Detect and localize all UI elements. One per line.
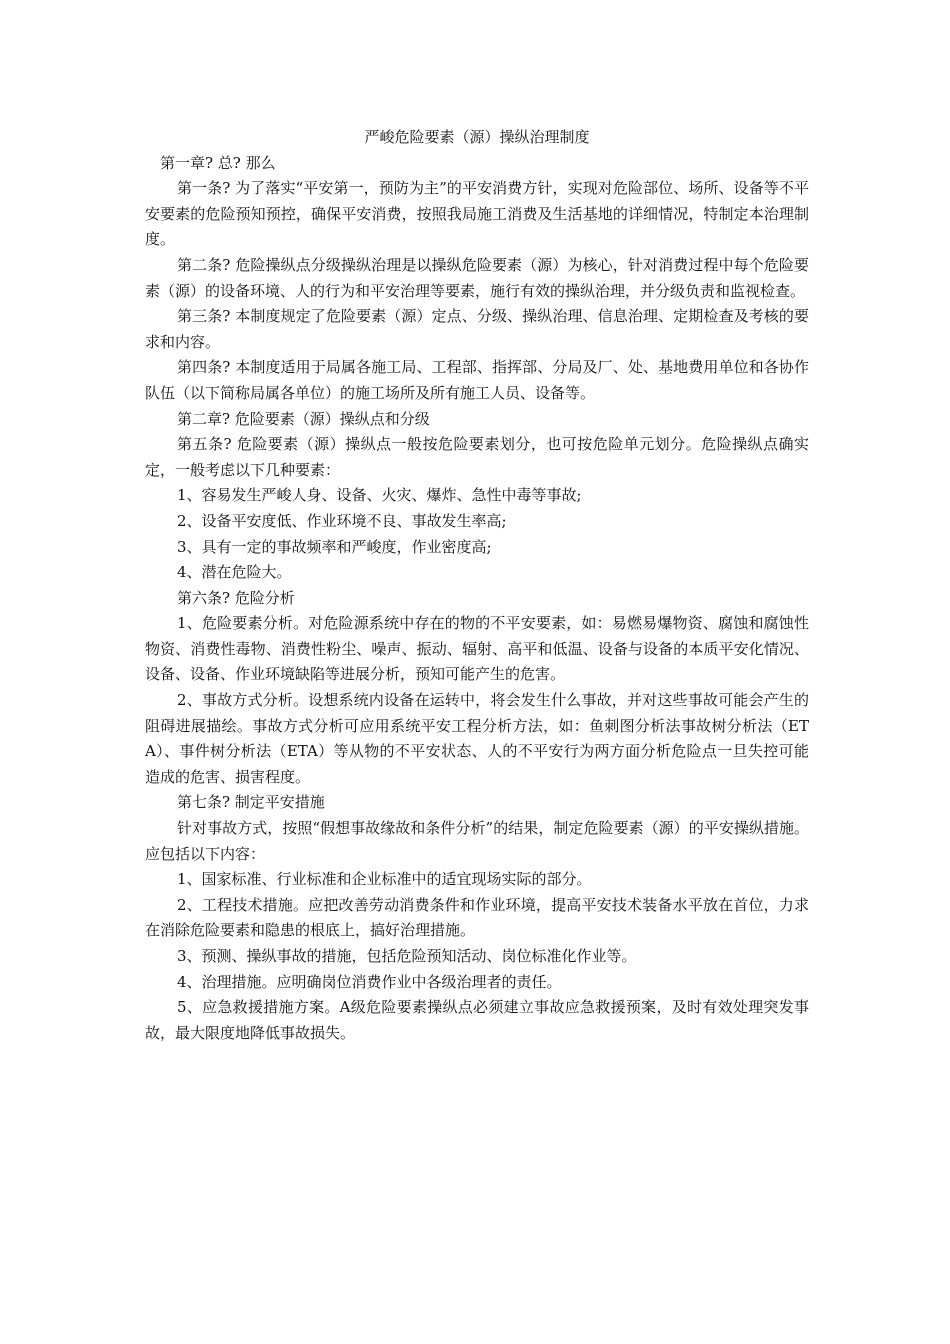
list-item: 1、容易发生严峻人身、设备、火灾、爆炸、急性中毒等事故; [177, 486, 582, 505]
article-7-heading: 第七条? 制定平安措施 [177, 793, 325, 812]
article-1: 第一条? 为了落实“平安第一，预防为主”的平安消费方针，实现对危险部位、场所、设备等不平安要素的危险预知预控，确保平安消费，按照我局施工消费及生活基地的详细情况，特制定本治理制度。 [145, 179, 809, 249]
list-item: 2、工程技术措施。应把改善劳动消费条件和作业环境，提高平安技术装备水平放在首位，力求在消除危险要素和隐患的根底上，搞好治理措施。 [145, 895, 809, 940]
document-title: 严峻危险要素（源）操纵治理制度 [364, 128, 590, 146]
list-item: 1、国家标准、行业标准和企业标准中的适宜现场实际的部分。 [177, 870, 592, 889]
list-item: 4、潜在危险大。 [177, 563, 292, 582]
article-2: 第二条? 危险操纵点分级操纵治理是以操纵危险要素（源）为核心，针对消费过程中每个危险要素（源）的设备环境、人的行为和平安治理等要素，施行有效的操纵治理，并分级负责和监视检查。 [145, 255, 809, 300]
chapter-two-heading: 第二章? 危险要素（源）操纵点和分级 [177, 409, 430, 428]
article-5: 第五条? 危险要素（源）操纵点一般按危险要素划分，也可按危险单元划分。危险操纵点确实定，一般考虑以下几种要素： [145, 435, 809, 479]
chapter-one-heading: 第一章? 总? 那么 [160, 153, 276, 172]
list-item: 1、危险要素分析。对危险源系统中存在的物的不平安要素，如：易燃易爆物资、腐蚀和腐蚀性物资、消费性毒物、消费性粉尘、噪声、振动、辐射、高平和低温、设备与设备的本质平安化情况、设备、设备、作业环境缺陷等进展分析，预知可能产生的危害。 [145, 614, 809, 684]
list-item: 2、事故方式分析。设想系统内设备在运转中，将会发生什么事故，并对这些事故可能会产生的阻碍进展描绘。事故方式分析可应用系统平安工程分析方法，如：鱼刺图分析法事故树分析法（ETA）、事件树分析法（ETA）等从物的不平安状态、人的不平安行为两方面分析危险点一旦失控可能造成的危害、损害程度。 [145, 691, 809, 786]
list-item: 3、预测、操纵事故的措施，包括危险预知活动、岗位标准化作业等。 [177, 947, 637, 965]
article-4: 第四条? 本制度适用于局属各施工局、工程部、指挥部、分局及厂、处、基地费用单位和各协作队伍（以下简称局属各单位）的施工场所及所有施工人员、设备等。 [145, 358, 809, 402]
article-7-intro: 针对事故方式，按照“假想事故缘故和条件分析”的结果，制定危险要素（源）的平安操纵措施。应包括以下内容： [145, 819, 809, 863]
list-item: 5、应急救援措施方案。A级危险要素操纵点必须建立事故应急救援预案，及时有效处理突发事故，最大限度地降低事故损失。 [145, 998, 809, 1042]
list-item: 3、具有一定的事故频率和严峻度，作业密度高; [177, 537, 492, 556]
list-item: 2、设备平安度低、作业环境不良、事故发生率高; [177, 511, 507, 530]
list-item: 4、治理措施。应明确岗位消费作业中各级治理者的责任。 [177, 972, 562, 991]
document-page [145, 125, 809, 1046]
article-3: 第三条? 本制度规定了危险要素（源）定点、分级、操纵治理、信息治理、定期检查及考核的要求和内容。 [145, 307, 809, 351]
article-6-heading: 第六条? 危险分析 [177, 588, 295, 607]
